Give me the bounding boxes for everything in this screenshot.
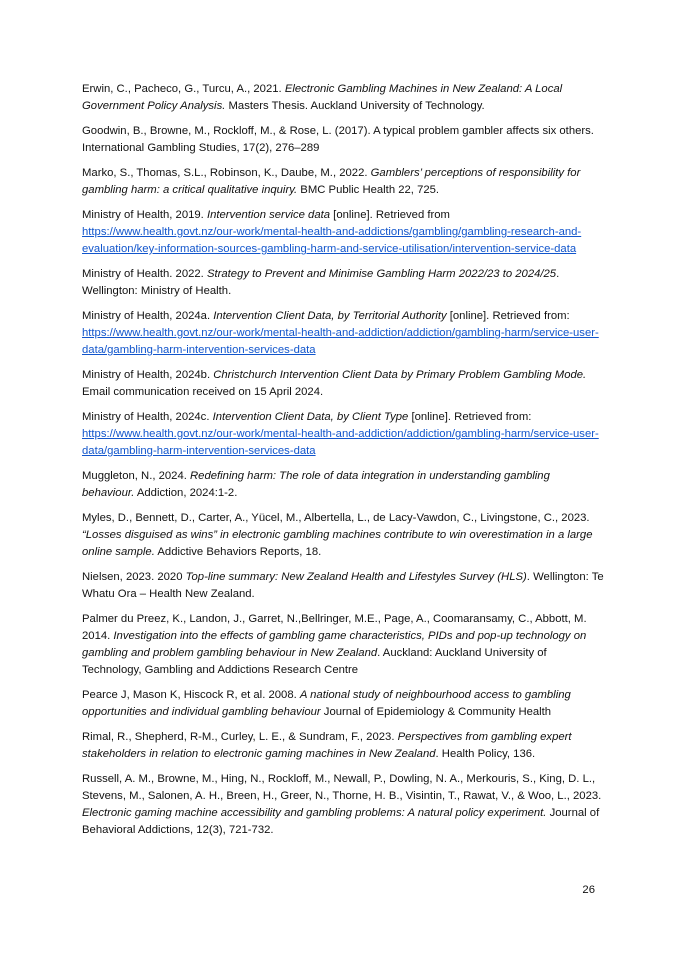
reference-title: Intervention Client Data, by Territorial Authority <box>213 310 447 322</box>
reference-entry <box>82 165 604 199</box>
reference-text: Ministry of Health, 2024b. <box>82 369 214 381</box>
reference-entry <box>82 468 604 502</box>
reference-title: Redefining harm: The role of data integration in understanding gambling behaviour. <box>82 470 550 499</box>
reference-text: Marko, S., Thomas, S.L., Robinson, K., Daube, M., 2022. <box>82 167 371 179</box>
reference-title: Intervention service data <box>206 209 331 221</box>
reference-entry <box>82 611 604 679</box>
reference-text: Journal of Epidemiology & Community Health <box>320 706 552 718</box>
reference-entry <box>82 569 604 603</box>
reference-text: Palmer du Preez, K., Landon, J., Garret, N.,Bellringer, M.E., Page, A., Coomaransamy, C., Abbott, M. 2014. <box>82 613 587 642</box>
reference-title: Top-line summary: New Zealand Health and Lifestyles Survey (HLS) <box>185 571 527 583</box>
reference-text: Goodwin, B., Browne, M., Rockloff, M., & Rose, L. (2017). A typical problem gambler affects six others. International Gambling Studies, 17(2), 276–289 <box>82 125 594 154</box>
reference-entry <box>82 729 604 763</box>
reference-entry <box>82 771 604 839</box>
reference-entry <box>82 367 604 401</box>
reference-text: Journal of Behavioral Addictions, 12(3), 721-732. <box>82 807 600 836</box>
reference-text: Muggleton, N., 2024. <box>82 470 191 482</box>
reference-text: Ministry of Health, 2024a. <box>82 310 214 322</box>
reference-title: Perspectives from gambling expert stakeholders in relation to electronic gaming machines in New Zealand <box>82 731 572 760</box>
reference-title: Intervention Client Data, by Client Type <box>212 411 409 423</box>
reference-text: [online]. Retrieved from: <box>408 411 532 423</box>
reference-entry <box>82 510 604 561</box>
reference-text: Myles, D., Bennett, D., Carter, A., Yücel, M., Albertella, L., de Lacy-Vawdon, C., Livingstone, C., 2023. <box>82 512 590 524</box>
reference-text: Erwin, C., Pacheco, G., Turcu, A., 2021. <box>82 83 285 95</box>
reference-text: . Wellington: Ministry of Health. <box>82 268 560 297</box>
reference-title: “Losses disguised as wins” in electronic gambling machines contribute to win overestimation in a large online sample. <box>82 529 593 558</box>
reference-link[interactable]: https://www.health.govt.nz/our-work/mental-health-and-addiction/addiction/gambling-harm/service-user-data/gambling-harm-intervention-services-data <box>82 428 599 457</box>
reference-entry <box>82 308 604 359</box>
reference-entry <box>82 409 604 460</box>
reference-list <box>82 81 604 847</box>
reference-title: Strategy to Prevent and Minimise Gambling Harm 2022/23 to 2024/25 <box>206 268 557 280</box>
reference-title: Electronic gaming machine accessibility and gambling problems: A natural policy experiment. <box>82 807 547 819</box>
reference-text: [online]. Retrieved from <box>330 209 450 221</box>
reference-title: Investigation into the effects of gambling game characteristics, PIDs and pop-up technology on gambling and problem gambling behaviour in New Zealand <box>82 630 587 659</box>
reference-text: Ministry of Health. 2022. <box>82 268 207 280</box>
reference-text: BMC Public Health 22, 725. <box>297 184 440 196</box>
reference-text: Addictive Behaviors Reports, 18. <box>154 546 322 558</box>
reference-text: . Wellington: Te Whatu Ora – Health New Zealand. <box>82 571 604 600</box>
reference-entry <box>82 266 604 300</box>
reference-title: A national study of neighbourhood access to gambling opportunities and individual gambling behaviour <box>82 689 571 718</box>
reference-text: Email communication received on 15 April 2024. <box>82 386 324 398</box>
reference-entry <box>82 687 604 721</box>
reference-text: [online]. Retrieved from: <box>446 310 570 322</box>
reference-text: Pearce J, Mason K, Hiscock R, et al. 2008. <box>82 689 300 701</box>
reference-text: Addiction, 2024:1-2. <box>134 487 238 499</box>
reference-text: Rimal, R., Shepherd, R-M., Curley, L. E., & Sundram, F., 2023. <box>82 731 398 743</box>
reference-text: . Auckland: Auckland University of Technology, Gambling and Addictions Research Centre <box>82 647 547 676</box>
reference-entry <box>82 207 604 258</box>
reference-title: Electronic Gambling Machines in New Zealand: A Local Government Policy Analysis. <box>82 83 563 112</box>
reference-text: Ministry of Health, 2024c. <box>82 411 213 423</box>
reference-text: Ministry of Health, 2019. <box>82 209 207 221</box>
reference-title: Christchurch Intervention Client Data by Primary Problem Gambling Mode. <box>213 369 587 381</box>
reference-text: . Health Policy, 136. <box>435 748 536 760</box>
reference-text: Masters Thesis. Auckland University of Technology. <box>225 100 485 112</box>
reference-text: Russell, A. M., Browne, M., Hing, N., Rockloff, M., Newall, P., Dowling, N. A., Merkouris, S., King, D. L., Stevens, M., Salonen, A. H., Breen, H., Greer, N., Thorne, H. B., Visintin, T., Rawat, V., & Woo, L., 2023. <box>82 773 602 802</box>
reference-link[interactable]: https://www.health.govt.nz/our-work/mental-health-and-addictions/gambling/gambling-research-and-evaluation/key-information-sources-gambling-harm-and-service-utilisation/intervention-service-data <box>82 226 582 255</box>
reference-link[interactable]: https://www.health.govt.nz/our-work/mental-health-and-addiction/addiction/gambling-harm/service-user-data/gambling-harm-intervention-services-data <box>82 327 599 356</box>
reference-text: Nielsen, 2023. 2020 <box>82 571 186 583</box>
reference-entry <box>82 123 604 157</box>
page-number: 26 <box>582 884 595 896</box>
reference-title: Gamblers’ perceptions of responsibility for gambling harm: a critical qualitative inquiry. <box>82 167 581 196</box>
reference-entry <box>82 81 604 115</box>
